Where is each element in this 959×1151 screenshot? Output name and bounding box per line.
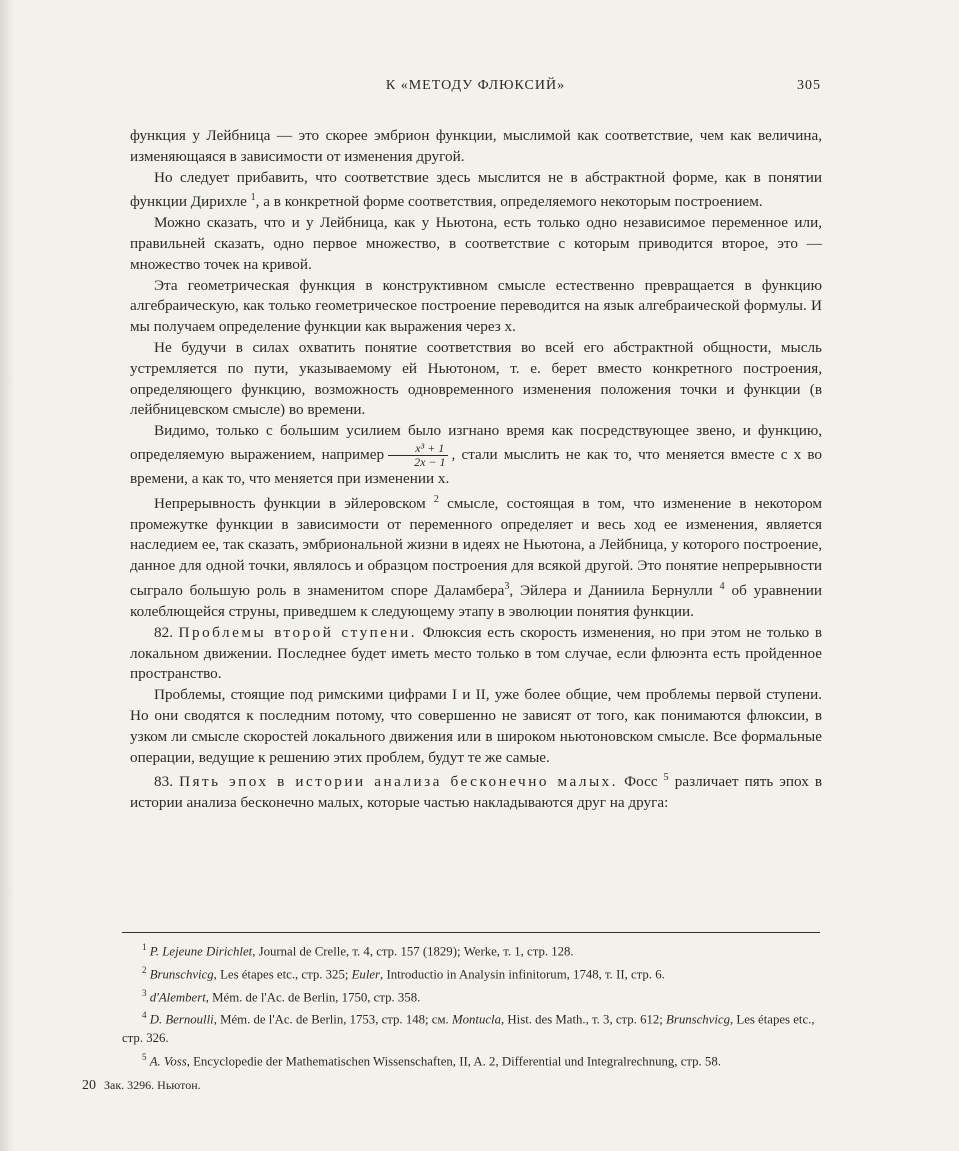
paragraph-2-text-b: , а в конкретной форме соответствия, определяемого некоторым построением. <box>255 193 763 211</box>
footnote-ref-5: 5 <box>663 772 669 784</box>
footnote-4-author-3: Brunschvicg <box>666 1012 730 1027</box>
footnote-3-number: 3 <box>142 987 147 998</box>
footnote-ref-4: 4 <box>719 581 725 593</box>
footnote-3-text: , Mém. de l'Ac. de Berlin, 1750, стр. 358. <box>205 989 421 1004</box>
footnote-4-text: , Mém. de l'Ac. de Berlin, 1753, стр. 148; см. <box>213 1012 452 1027</box>
paragraph-3 <box>130 213 822 275</box>
section-number-82: 82. <box>154 623 173 641</box>
footnote-4-author: D. Bernoulli <box>149 1012 214 1027</box>
footnote-2 <box>122 961 822 984</box>
paragraph-7 <box>130 490 822 623</box>
paragraph-1-text: функция у Лейбница — это скорее эмбрион функции, мыслимой как соответствие, чем как величина, изменяющаяся в зависимости от изменения другой. <box>130 127 822 165</box>
paragraph-7-text-a: Непрерывность функции в эйлеровском <box>154 494 426 512</box>
footnote-1-number: 1 <box>142 942 147 952</box>
scan-edge <box>0 0 14 1151</box>
fraction-denominator: 2x − 1 <box>414 455 446 470</box>
printer-imprint <box>82 1078 201 1094</box>
paragraph-7-text-d: об уравнении колеблющейся струны, приведшем к следующему этапу в эволюции понятия функции. <box>130 582 823 620</box>
page-number: 305 <box>797 78 821 93</box>
paragraph-9 <box>130 685 822 768</box>
fraction-numerator: x³ + 1 <box>388 442 447 456</box>
paragraph-10-text-b: различает пять эпох в истории анализа бесконечно малых, которые частью накладываются друг на друга: <box>130 773 823 812</box>
paragraph-10-text-a: Фосс <box>624 773 658 791</box>
paragraph-4 <box>130 276 822 338</box>
paragraph-5 <box>130 338 822 421</box>
paragraph-7-text-c: , Эйлера и Даниила Бернулли <box>509 582 713 600</box>
paragraph-2-text-a: Но следует прибавить, что соответствие здесь мыслится не в абстрактной форме, как в понятии функции Дирихле <box>130 168 822 211</box>
section-heading-82: Проблемы второй ступени. <box>178 623 418 641</box>
footnote-4-text-2: , Hist. des Math., т. 3, стр. 612; <box>501 1012 667 1027</box>
paragraph-3-text: Можно сказать, что и у Лейбница, как у Ньютона, есть только одно независимое переменное или, правильней сказать, одно первое множество, в соответствие с которым приводится второе, это — множество точек на кривой. <box>130 214 822 273</box>
paragraph-5-text: Не будучи в силах охватить понятие соответствия во всей его абстрактной общности, мысль устремляется по пути, указываемому ей Ньютоном, т. е. берет вместо конкретного построения, определяющего функцию, возможность одновременного изменения положения точки и функции (в лейбницевском смысле) во времени. <box>130 339 822 419</box>
footnote-2-number: 2 <box>142 964 147 975</box>
body-text <box>130 126 822 814</box>
footnotes <box>122 938 822 1070</box>
footnote-2-author: Brunschvicg <box>149 967 214 982</box>
footnote-ref-3: 3 <box>504 581 510 593</box>
footnote-2-author-2: Euler <box>351 967 381 982</box>
footnote-4-author-2: Montucla <box>451 1012 502 1027</box>
footnote-5-number: 5 <box>142 1051 147 1062</box>
footnote-5-text: , Encyclopedie der Mathematischen Wissenschaften, II, A. 2, Differential und Integralrechnung, стр. 58. <box>186 1053 721 1068</box>
footnote-3-author: d'Alembert <box>149 989 206 1004</box>
footnote-ref-1: 1 <box>250 192 256 204</box>
footnote-1 <box>122 938 822 961</box>
paragraph-6 <box>130 421 822 490</box>
footnote-5 <box>122 1048 822 1071</box>
paragraph-9-text: Проблемы, стоящие под римскими цифрами I и II, уже более общие, чем проблемы первой ступени. Но они сводятся к последним потому, что совершенно не зависят от того, как понимаются флюксии, в узком ли смысле скоростей локального движения или в широком ньютоновском смысле. Все формальные операции, ведущие к решению этих проблем, будут те же самые. <box>130 686 822 766</box>
paragraph-10 <box>130 768 822 814</box>
paragraph-8-text: Флюксия есть скорость изменения, но при этом не только в локальном движении. Последнее будет иметь место только в том случае, если флюэнта есть пройденное пространство. <box>130 623 822 683</box>
footnote-ref-2: 2 <box>433 493 439 505</box>
sheet-number: 20 <box>82 1078 96 1093</box>
footnote-2-text-2: , Introductio in Analysin infinitorum, 1748, т. II, стр. 6. <box>380 967 665 982</box>
footnote-4 <box>122 1006 822 1047</box>
footnote-divider <box>122 932 820 933</box>
imprint-text: Зак. 3296. Ньютон. <box>104 1078 201 1092</box>
paragraph-6-text-a: Видимо, только с большим усилием было изгнано время как посредствующее звено, и функцию, определяемую выражением, например <box>130 422 822 463</box>
paragraph-2 <box>130 168 822 214</box>
footnote-1-author: P. Lejeune Dirichlet <box>149 944 253 959</box>
footnote-4-number: 4 <box>142 1010 147 1021</box>
paragraph-4-text: Эта геометрическая функция в конструктивном смысле естественно превращается в функцию алгебраическую, как только геометрическое построение переводится на язык алгебраической формулы. И мы получаем определение функции как выражения через x. <box>130 276 822 336</box>
footnote-5-author: A. Voss <box>149 1053 187 1068</box>
footnote-2-text: , Les étapes etc., стр. 325; <box>213 967 352 982</box>
paragraph-6-text-b: , стали мыслить не как то, что меняется вместе с x во времени, а как то, что меняется при изменении x. <box>130 446 822 488</box>
paragraph-7-text-b: смысле, состоящая в том, что изменение в некотором промежутке функции в зависимости от переменного определяет и весь ход ее изменения, является наследием ее, так сказать, эмбриональной жизни в идеях не Ньютона, а Лейбница, у которого построение, данное для одной точки, являлось и образцом построения для всякой другой. Это понятие непрерывности сыграло большую роль в знаменитом споре Даламбера <box>130 494 823 600</box>
running-head <box>130 78 821 102</box>
paragraph-8 <box>130 623 822 685</box>
footnote-4-text-3: , Les étapes etc., стр. 326. <box>122 1012 815 1046</box>
paragraph-1 <box>130 126 822 168</box>
running-title: К «МЕТОДУ ФЛЮКСИЙ» <box>385 78 566 93</box>
footnote-3 <box>122 984 822 1007</box>
footnote-1-text: , Journal de Crelle, т. 4, стр. 157 (1829); Werke, т. 1, стр. 128. <box>252 944 574 959</box>
section-number-83: 83. <box>154 773 173 791</box>
fraction-formula <box>388 442 447 469</box>
section-heading-83: Пять эпох в истории анализа бесконечно малых. <box>179 773 619 791</box>
